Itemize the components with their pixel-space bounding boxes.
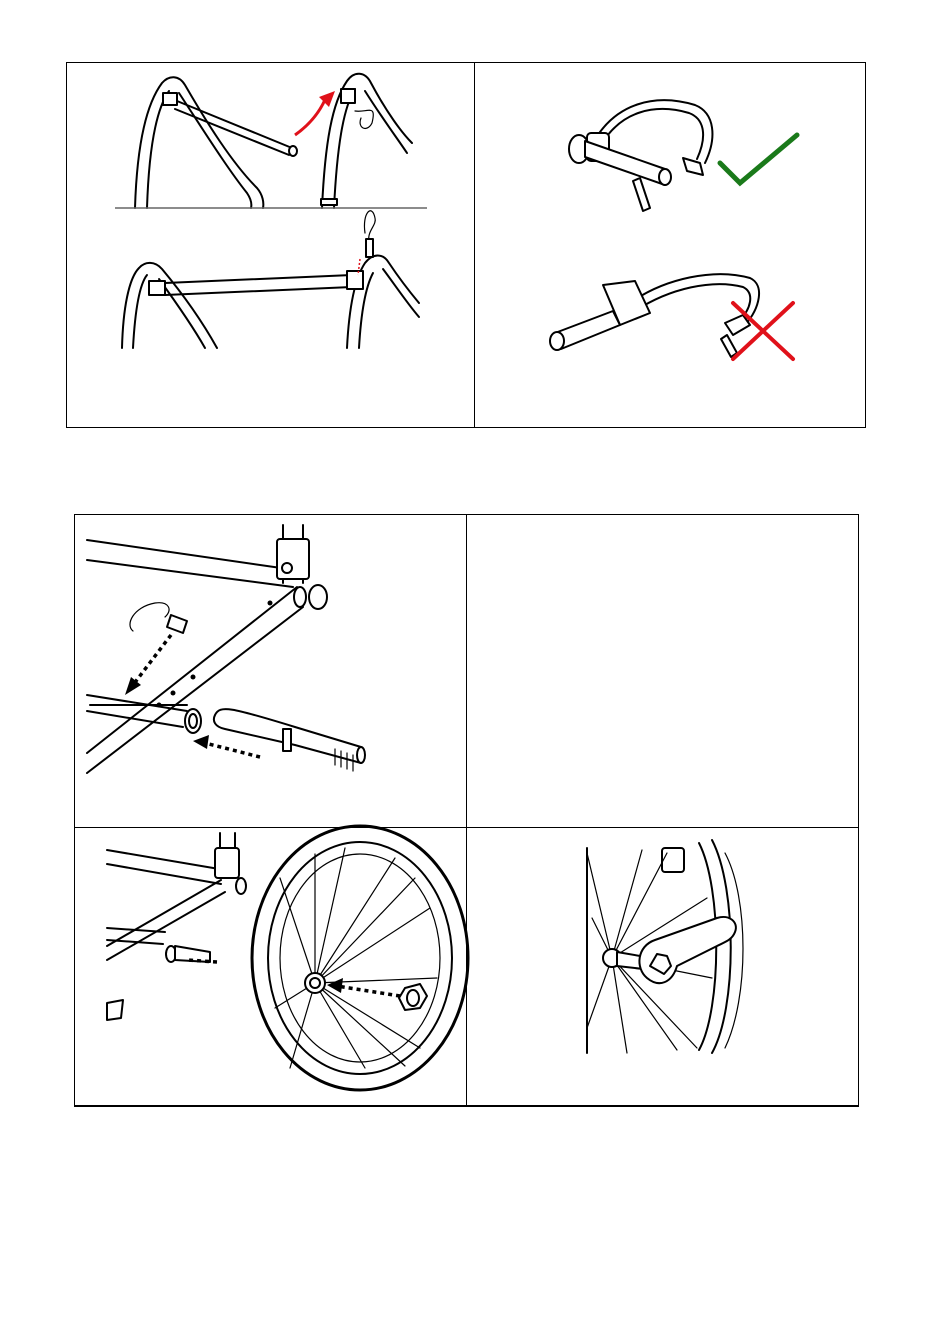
cross-mark-icon [733,303,793,359]
panel-axle-insert [75,515,467,828]
panel-blank-text [467,515,858,828]
axle-insert-illustration [75,515,467,828]
panel-crossbar-install [67,63,475,427]
check-mark-icon [720,135,797,183]
bottom-illustration-table [74,514,859,1107]
dashed-arrow-icon [125,677,141,695]
top-illustration-table [66,62,866,428]
panel-wheel-mount [75,828,467,1106]
wrench-tighten-illustration [467,828,858,1106]
panel-pin-orientation [475,63,865,427]
panel-wrench-tighten [467,828,858,1106]
crossbar-install-illustration [67,63,475,427]
pin-orientation-illustration [475,63,865,427]
wheel-mount-illustration [75,828,467,1106]
